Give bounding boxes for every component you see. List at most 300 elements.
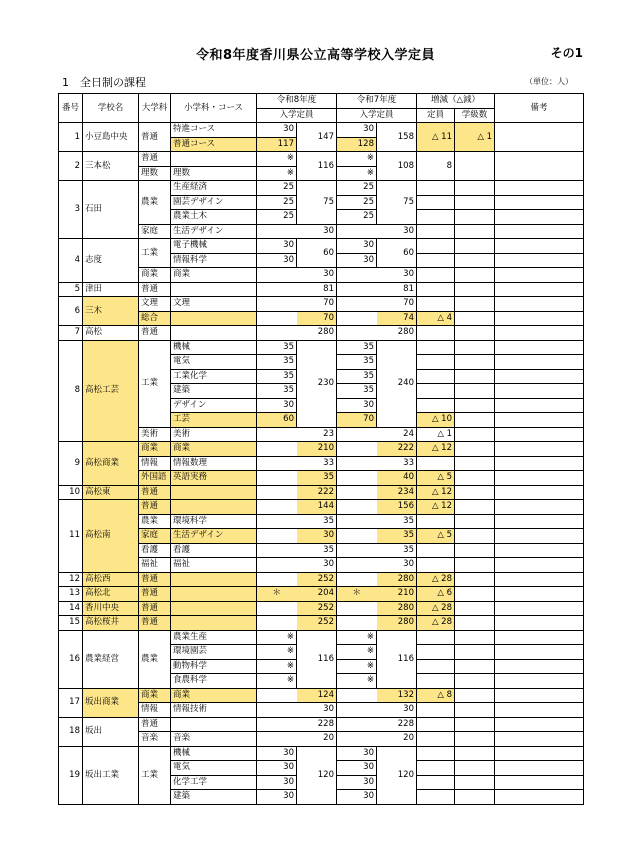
department: 普通 bbox=[139, 500, 171, 515]
header-classes: 学級数 bbox=[455, 108, 495, 123]
section-heading: 1 全日制の課程 bbox=[62, 76, 146, 89]
mark-r8: ＊ bbox=[257, 587, 297, 602]
change-quota bbox=[417, 775, 455, 790]
change-classes bbox=[455, 181, 495, 196]
change-classes bbox=[455, 297, 495, 312]
capacity-r8: 144 bbox=[297, 500, 337, 515]
capacity-r8: 30 bbox=[297, 703, 337, 718]
change-classes bbox=[455, 152, 495, 181]
capacity-r8: 35 bbox=[257, 384, 297, 399]
school-number: 10 bbox=[59, 485, 83, 500]
mark-r8 bbox=[257, 282, 297, 297]
change-classes bbox=[455, 616, 495, 631]
remarks bbox=[495, 659, 584, 674]
remarks bbox=[495, 775, 584, 790]
capacity-r8: ※ bbox=[257, 674, 297, 689]
change-quota bbox=[417, 717, 455, 732]
department: 音楽 bbox=[139, 732, 171, 747]
capacity-r7: ※ bbox=[337, 630, 377, 645]
mark-r7 bbox=[337, 311, 377, 326]
department: 家庭 bbox=[139, 224, 171, 239]
mark-r7 bbox=[337, 224, 377, 239]
school-number: 7 bbox=[59, 326, 83, 341]
header-dept: 大学科 bbox=[139, 94, 171, 123]
school-name: 高松西 bbox=[83, 572, 139, 587]
capacity-r7: 280 bbox=[377, 326, 417, 341]
mark-r8 bbox=[257, 311, 297, 326]
mark-r7: ＊ bbox=[337, 587, 377, 602]
capacity-r7: 30 bbox=[377, 558, 417, 573]
change-classes bbox=[455, 500, 495, 515]
change-classes bbox=[455, 485, 495, 500]
school-number: 15 bbox=[59, 616, 83, 631]
change-quota bbox=[417, 326, 455, 341]
department: 普通 bbox=[139, 326, 171, 341]
change-classes bbox=[455, 253, 495, 268]
remarks bbox=[495, 224, 584, 239]
change-quota bbox=[417, 239, 455, 254]
capacity-r8: 25 bbox=[257, 181, 297, 196]
remarks bbox=[495, 297, 584, 312]
capacity-r7: 30 bbox=[377, 268, 417, 283]
mark-r7 bbox=[337, 717, 377, 732]
total-r8: 120 bbox=[297, 746, 337, 804]
mark-r7 bbox=[337, 514, 377, 529]
course: 英語実務 bbox=[171, 471, 257, 486]
mark-r7 bbox=[337, 297, 377, 312]
table-row bbox=[59, 485, 584, 500]
remarks bbox=[495, 485, 584, 500]
remarks bbox=[495, 674, 584, 689]
department: 福祉 bbox=[139, 558, 171, 573]
mark-r8 bbox=[257, 427, 297, 442]
change-classes bbox=[455, 442, 495, 457]
capacity-r7: 81 bbox=[377, 282, 417, 297]
table-row bbox=[59, 181, 584, 196]
mark-r7 bbox=[337, 442, 377, 457]
change-quota: △ 28 bbox=[417, 572, 455, 587]
department: 外国語 bbox=[139, 471, 171, 486]
change-quota bbox=[417, 746, 455, 761]
remarks bbox=[495, 326, 584, 341]
change-quota: △ 12 bbox=[417, 485, 455, 500]
course bbox=[171, 500, 257, 515]
capacity-r7: 234 bbox=[377, 485, 417, 500]
remarks bbox=[495, 514, 584, 529]
course: 電気 bbox=[171, 761, 257, 776]
capacity-r7: 30 bbox=[377, 224, 417, 239]
capacity-r8: 35 bbox=[297, 543, 337, 558]
remarks bbox=[495, 471, 584, 486]
change-quota bbox=[417, 543, 455, 558]
change-classes bbox=[455, 761, 495, 776]
capacity-r8: 30 bbox=[257, 775, 297, 790]
course: 建築 bbox=[171, 384, 257, 399]
change-classes bbox=[455, 427, 495, 442]
department: 商業 bbox=[139, 268, 171, 283]
mark-r8 bbox=[257, 558, 297, 573]
remarks bbox=[495, 355, 584, 370]
header-entry-r8: 入学定員 bbox=[257, 108, 337, 123]
course: 生活デザイン bbox=[171, 224, 257, 239]
capacity-r8: 210 bbox=[297, 442, 337, 457]
course: 環境科学 bbox=[171, 514, 257, 529]
capacity-r7: 128 bbox=[337, 137, 377, 152]
change-quota bbox=[417, 181, 455, 196]
capacity-r8: 25 bbox=[257, 210, 297, 225]
change-classes bbox=[455, 413, 495, 428]
department: 農業 bbox=[139, 630, 171, 688]
mark-r7 bbox=[337, 558, 377, 573]
capacity-r8: 252 bbox=[297, 572, 337, 587]
capacity-r7: 24 bbox=[377, 427, 417, 442]
change-quota: △ 8 bbox=[417, 688, 455, 703]
course: 食農科学 bbox=[171, 674, 257, 689]
mark-r8 bbox=[257, 514, 297, 529]
capacity-r8: 30 bbox=[257, 761, 297, 776]
school-name: 農業経営 bbox=[83, 630, 139, 688]
capacity-r8: 33 bbox=[297, 456, 337, 471]
course: 看護 bbox=[171, 543, 257, 558]
mark-r7 bbox=[337, 572, 377, 587]
change-quota bbox=[417, 674, 455, 689]
remarks bbox=[495, 413, 584, 428]
mark-r8 bbox=[257, 297, 297, 312]
mark-r7 bbox=[337, 268, 377, 283]
change-quota: △ 12 bbox=[417, 500, 455, 515]
header-change: 増減（△減） bbox=[417, 94, 495, 109]
school-name: 高松商業 bbox=[83, 442, 139, 486]
capacity-r7: 280 bbox=[377, 601, 417, 616]
capacity-r8: ※ bbox=[257, 166, 297, 181]
school-name: 高松南 bbox=[83, 500, 139, 573]
change-classes bbox=[455, 224, 495, 239]
remarks bbox=[495, 529, 584, 544]
course: 商業 bbox=[171, 268, 257, 283]
change-classes bbox=[455, 601, 495, 616]
capacity-r8: 23 bbox=[297, 427, 337, 442]
school-number: 18 bbox=[59, 717, 83, 746]
mark-r7 bbox=[337, 282, 377, 297]
remarks bbox=[495, 616, 584, 631]
remarks bbox=[495, 268, 584, 283]
change-classes bbox=[455, 326, 495, 341]
capacity-r7: ※ bbox=[337, 645, 377, 660]
course: 園芸デザイン bbox=[171, 195, 257, 210]
change-quota: 8 bbox=[417, 152, 455, 181]
course: 福祉 bbox=[171, 558, 257, 573]
change-quota: △ 12 bbox=[417, 442, 455, 457]
course: 工芸 bbox=[171, 413, 257, 428]
remarks bbox=[495, 456, 584, 471]
school-name: 小豆島中央 bbox=[83, 123, 139, 152]
change-classes bbox=[455, 471, 495, 486]
mark-r7 bbox=[337, 732, 377, 747]
department: 文理 bbox=[139, 297, 171, 312]
capacity-r7: 35 bbox=[377, 529, 417, 544]
mark-r7 bbox=[337, 456, 377, 471]
capacity-r7: 30 bbox=[337, 239, 377, 254]
change-classes bbox=[455, 645, 495, 660]
mark-r7 bbox=[337, 703, 377, 718]
change-quota: △ 1 bbox=[417, 427, 455, 442]
total-r7: 108 bbox=[377, 152, 417, 181]
course bbox=[171, 152, 257, 167]
capacity-r8: 252 bbox=[297, 601, 337, 616]
total-r8: 116 bbox=[297, 152, 337, 181]
course: 商業 bbox=[171, 442, 257, 457]
capacity-r7: 40 bbox=[377, 471, 417, 486]
capacity-r7: 228 bbox=[377, 717, 417, 732]
course bbox=[171, 311, 257, 326]
change-classes bbox=[455, 790, 495, 805]
remarks bbox=[495, 645, 584, 660]
change-quota: △ 11 bbox=[417, 123, 455, 152]
change-classes bbox=[455, 630, 495, 645]
change-classes bbox=[455, 514, 495, 529]
capacity-r7: 280 bbox=[377, 616, 417, 631]
school-number: 14 bbox=[59, 601, 83, 616]
capacity-r7: 30 bbox=[337, 790, 377, 805]
capacity-r7: 70 bbox=[337, 413, 377, 428]
capacity-r7: 25 bbox=[337, 195, 377, 210]
department: 理数 bbox=[139, 166, 171, 181]
capacity-r8: 70 bbox=[297, 311, 337, 326]
header-no: 番号 bbox=[59, 94, 83, 123]
change-classes bbox=[455, 717, 495, 732]
capacity-r8: 124 bbox=[297, 688, 337, 703]
remarks bbox=[495, 746, 584, 761]
capacity-r8: 35 bbox=[297, 471, 337, 486]
course bbox=[171, 616, 257, 631]
course: 環境園芸 bbox=[171, 645, 257, 660]
change-quota bbox=[417, 398, 455, 413]
change-classes bbox=[455, 384, 495, 399]
table-row bbox=[59, 616, 584, 631]
change-quota bbox=[417, 384, 455, 399]
table-row bbox=[59, 152, 584, 167]
course: 商業 bbox=[171, 688, 257, 703]
table-row bbox=[59, 500, 584, 515]
school-name: 高松東 bbox=[83, 485, 139, 500]
capacity-r8: 30 bbox=[257, 790, 297, 805]
capacity-r8: 70 bbox=[297, 297, 337, 312]
course bbox=[171, 282, 257, 297]
change-classes bbox=[455, 659, 495, 674]
course: 電子機械 bbox=[171, 239, 257, 254]
total-r7: 120 bbox=[377, 746, 417, 804]
total-r8: 147 bbox=[297, 123, 337, 152]
course bbox=[171, 601, 257, 616]
capacity-r8: 222 bbox=[297, 485, 337, 500]
mark-r8 bbox=[257, 456, 297, 471]
change-quota bbox=[417, 790, 455, 805]
mark-r8 bbox=[257, 326, 297, 341]
course: 理数 bbox=[171, 166, 257, 181]
change-classes bbox=[455, 355, 495, 370]
table-row bbox=[59, 340, 584, 355]
school-number: 13 bbox=[59, 587, 83, 602]
table-row bbox=[59, 630, 584, 645]
mark-r8 bbox=[257, 224, 297, 239]
capacity-r8: 30 bbox=[297, 268, 337, 283]
capacity-r7: ※ bbox=[337, 166, 377, 181]
capacity-r7: 35 bbox=[337, 355, 377, 370]
capacity-r7: 156 bbox=[377, 500, 417, 515]
remarks bbox=[495, 572, 584, 587]
capacity-r8: 35 bbox=[257, 340, 297, 355]
header-quota: 定員 bbox=[417, 108, 455, 123]
school-number: 9 bbox=[59, 442, 83, 486]
total-r7: 158 bbox=[377, 123, 417, 152]
capacity-r7: 70 bbox=[377, 297, 417, 312]
course: 化学工学 bbox=[171, 775, 257, 790]
capacity-r8: 30 bbox=[297, 529, 337, 544]
course: 美術 bbox=[171, 427, 257, 442]
school-number: 19 bbox=[59, 746, 83, 804]
mark-r8 bbox=[257, 471, 297, 486]
change-classes bbox=[455, 732, 495, 747]
remarks bbox=[495, 181, 584, 196]
change-classes bbox=[455, 572, 495, 587]
capacity-r8: 60 bbox=[257, 413, 297, 428]
change-quota bbox=[417, 630, 455, 645]
school-number: 17 bbox=[59, 688, 83, 717]
department: 普通 bbox=[139, 282, 171, 297]
mark-r8 bbox=[257, 500, 297, 515]
mark-r7 bbox=[337, 688, 377, 703]
change-classes bbox=[455, 195, 495, 210]
course: デザイン bbox=[171, 398, 257, 413]
school-name: 坂出 bbox=[83, 717, 139, 746]
change-classes bbox=[455, 369, 495, 384]
department: 情報 bbox=[139, 456, 171, 471]
department: 商業 bbox=[139, 688, 171, 703]
change-quota bbox=[417, 340, 455, 355]
capacity-r7: 35 bbox=[337, 369, 377, 384]
capacity-r7: 35 bbox=[337, 384, 377, 399]
capacity-r7: 35 bbox=[377, 543, 417, 558]
mark-r7 bbox=[337, 500, 377, 515]
change-classes bbox=[455, 340, 495, 355]
remarks bbox=[495, 790, 584, 805]
mark-r8 bbox=[257, 601, 297, 616]
change-classes bbox=[455, 268, 495, 283]
capacity-r7: 30 bbox=[377, 703, 417, 718]
capacity-r7: 30 bbox=[337, 746, 377, 761]
header-school: 学校名 bbox=[83, 94, 139, 123]
table-row bbox=[59, 717, 584, 732]
table-row bbox=[59, 442, 584, 457]
mark-r8 bbox=[257, 732, 297, 747]
school-number: 4 bbox=[59, 239, 83, 283]
page-number: その1 bbox=[550, 46, 583, 60]
table-row bbox=[59, 746, 584, 761]
total-r8: 116 bbox=[297, 630, 337, 688]
remarks bbox=[495, 500, 584, 515]
change-quota bbox=[417, 514, 455, 529]
remarks bbox=[495, 717, 584, 732]
header-entry-r7: 入学定員 bbox=[337, 108, 417, 123]
change-classes bbox=[455, 282, 495, 297]
total-r7: 240 bbox=[377, 340, 417, 427]
department: 看護 bbox=[139, 543, 171, 558]
school-name: 三本松 bbox=[83, 152, 139, 181]
change-quota: △ 28 bbox=[417, 616, 455, 631]
change-quota bbox=[417, 369, 455, 384]
capacity-r8: 25 bbox=[257, 195, 297, 210]
table-row bbox=[59, 123, 584, 138]
change-quota: △ 10 bbox=[417, 413, 455, 428]
capacity-r8: 35 bbox=[297, 514, 337, 529]
total-r8: 230 bbox=[297, 340, 337, 427]
capacity-r8: 30 bbox=[297, 224, 337, 239]
capacity-r7: 30 bbox=[337, 398, 377, 413]
school-number: 3 bbox=[59, 181, 83, 239]
department: 普通 bbox=[139, 123, 171, 152]
change-classes bbox=[455, 239, 495, 254]
change-quota bbox=[417, 195, 455, 210]
remarks bbox=[495, 543, 584, 558]
header-r7: 令和7年度 bbox=[337, 94, 417, 109]
school-number: 1 bbox=[59, 123, 83, 152]
capacity-r7: 33 bbox=[377, 456, 417, 471]
department: 農業 bbox=[139, 181, 171, 225]
department: 工業 bbox=[139, 239, 171, 268]
change-quota bbox=[417, 645, 455, 660]
remarks bbox=[495, 703, 584, 718]
capacity-r7: 35 bbox=[377, 514, 417, 529]
change-classes bbox=[455, 543, 495, 558]
mark-r8 bbox=[257, 688, 297, 703]
change-classes bbox=[455, 703, 495, 718]
capacity-r8: 30 bbox=[257, 398, 297, 413]
school-name: 津田 bbox=[83, 282, 139, 297]
course bbox=[171, 587, 257, 602]
course: 工業化学 bbox=[171, 369, 257, 384]
change-classes bbox=[455, 398, 495, 413]
mark-r7 bbox=[337, 485, 377, 500]
school-number: 2 bbox=[59, 152, 83, 181]
department: 普通 bbox=[139, 717, 171, 732]
table-row bbox=[59, 297, 584, 312]
remarks bbox=[495, 427, 584, 442]
capacity-r8: 35 bbox=[257, 369, 297, 384]
change-classes bbox=[455, 558, 495, 573]
capacity-r7: 35 bbox=[337, 340, 377, 355]
capacity-r7: 280 bbox=[377, 572, 417, 587]
course: 情報科学 bbox=[171, 253, 257, 268]
remarks bbox=[495, 123, 584, 152]
change-quota bbox=[417, 703, 455, 718]
total-r7: 60 bbox=[377, 239, 417, 268]
school-number: 16 bbox=[59, 630, 83, 688]
total-r8: 75 bbox=[297, 181, 337, 225]
course bbox=[171, 326, 257, 341]
change-quota: △ 5 bbox=[417, 471, 455, 486]
course: 生活デザイン bbox=[171, 529, 257, 544]
capacity-r7: 20 bbox=[377, 732, 417, 747]
change-classes bbox=[455, 311, 495, 326]
capacity-r7: 30 bbox=[337, 253, 377, 268]
capacity-r8: 228 bbox=[297, 717, 337, 732]
school-name: 志度 bbox=[83, 239, 139, 283]
remarks bbox=[495, 384, 584, 399]
school-name: 香川中央 bbox=[83, 601, 139, 616]
course: 農業土木 bbox=[171, 210, 257, 225]
remarks bbox=[495, 688, 584, 703]
change-quota bbox=[417, 355, 455, 370]
